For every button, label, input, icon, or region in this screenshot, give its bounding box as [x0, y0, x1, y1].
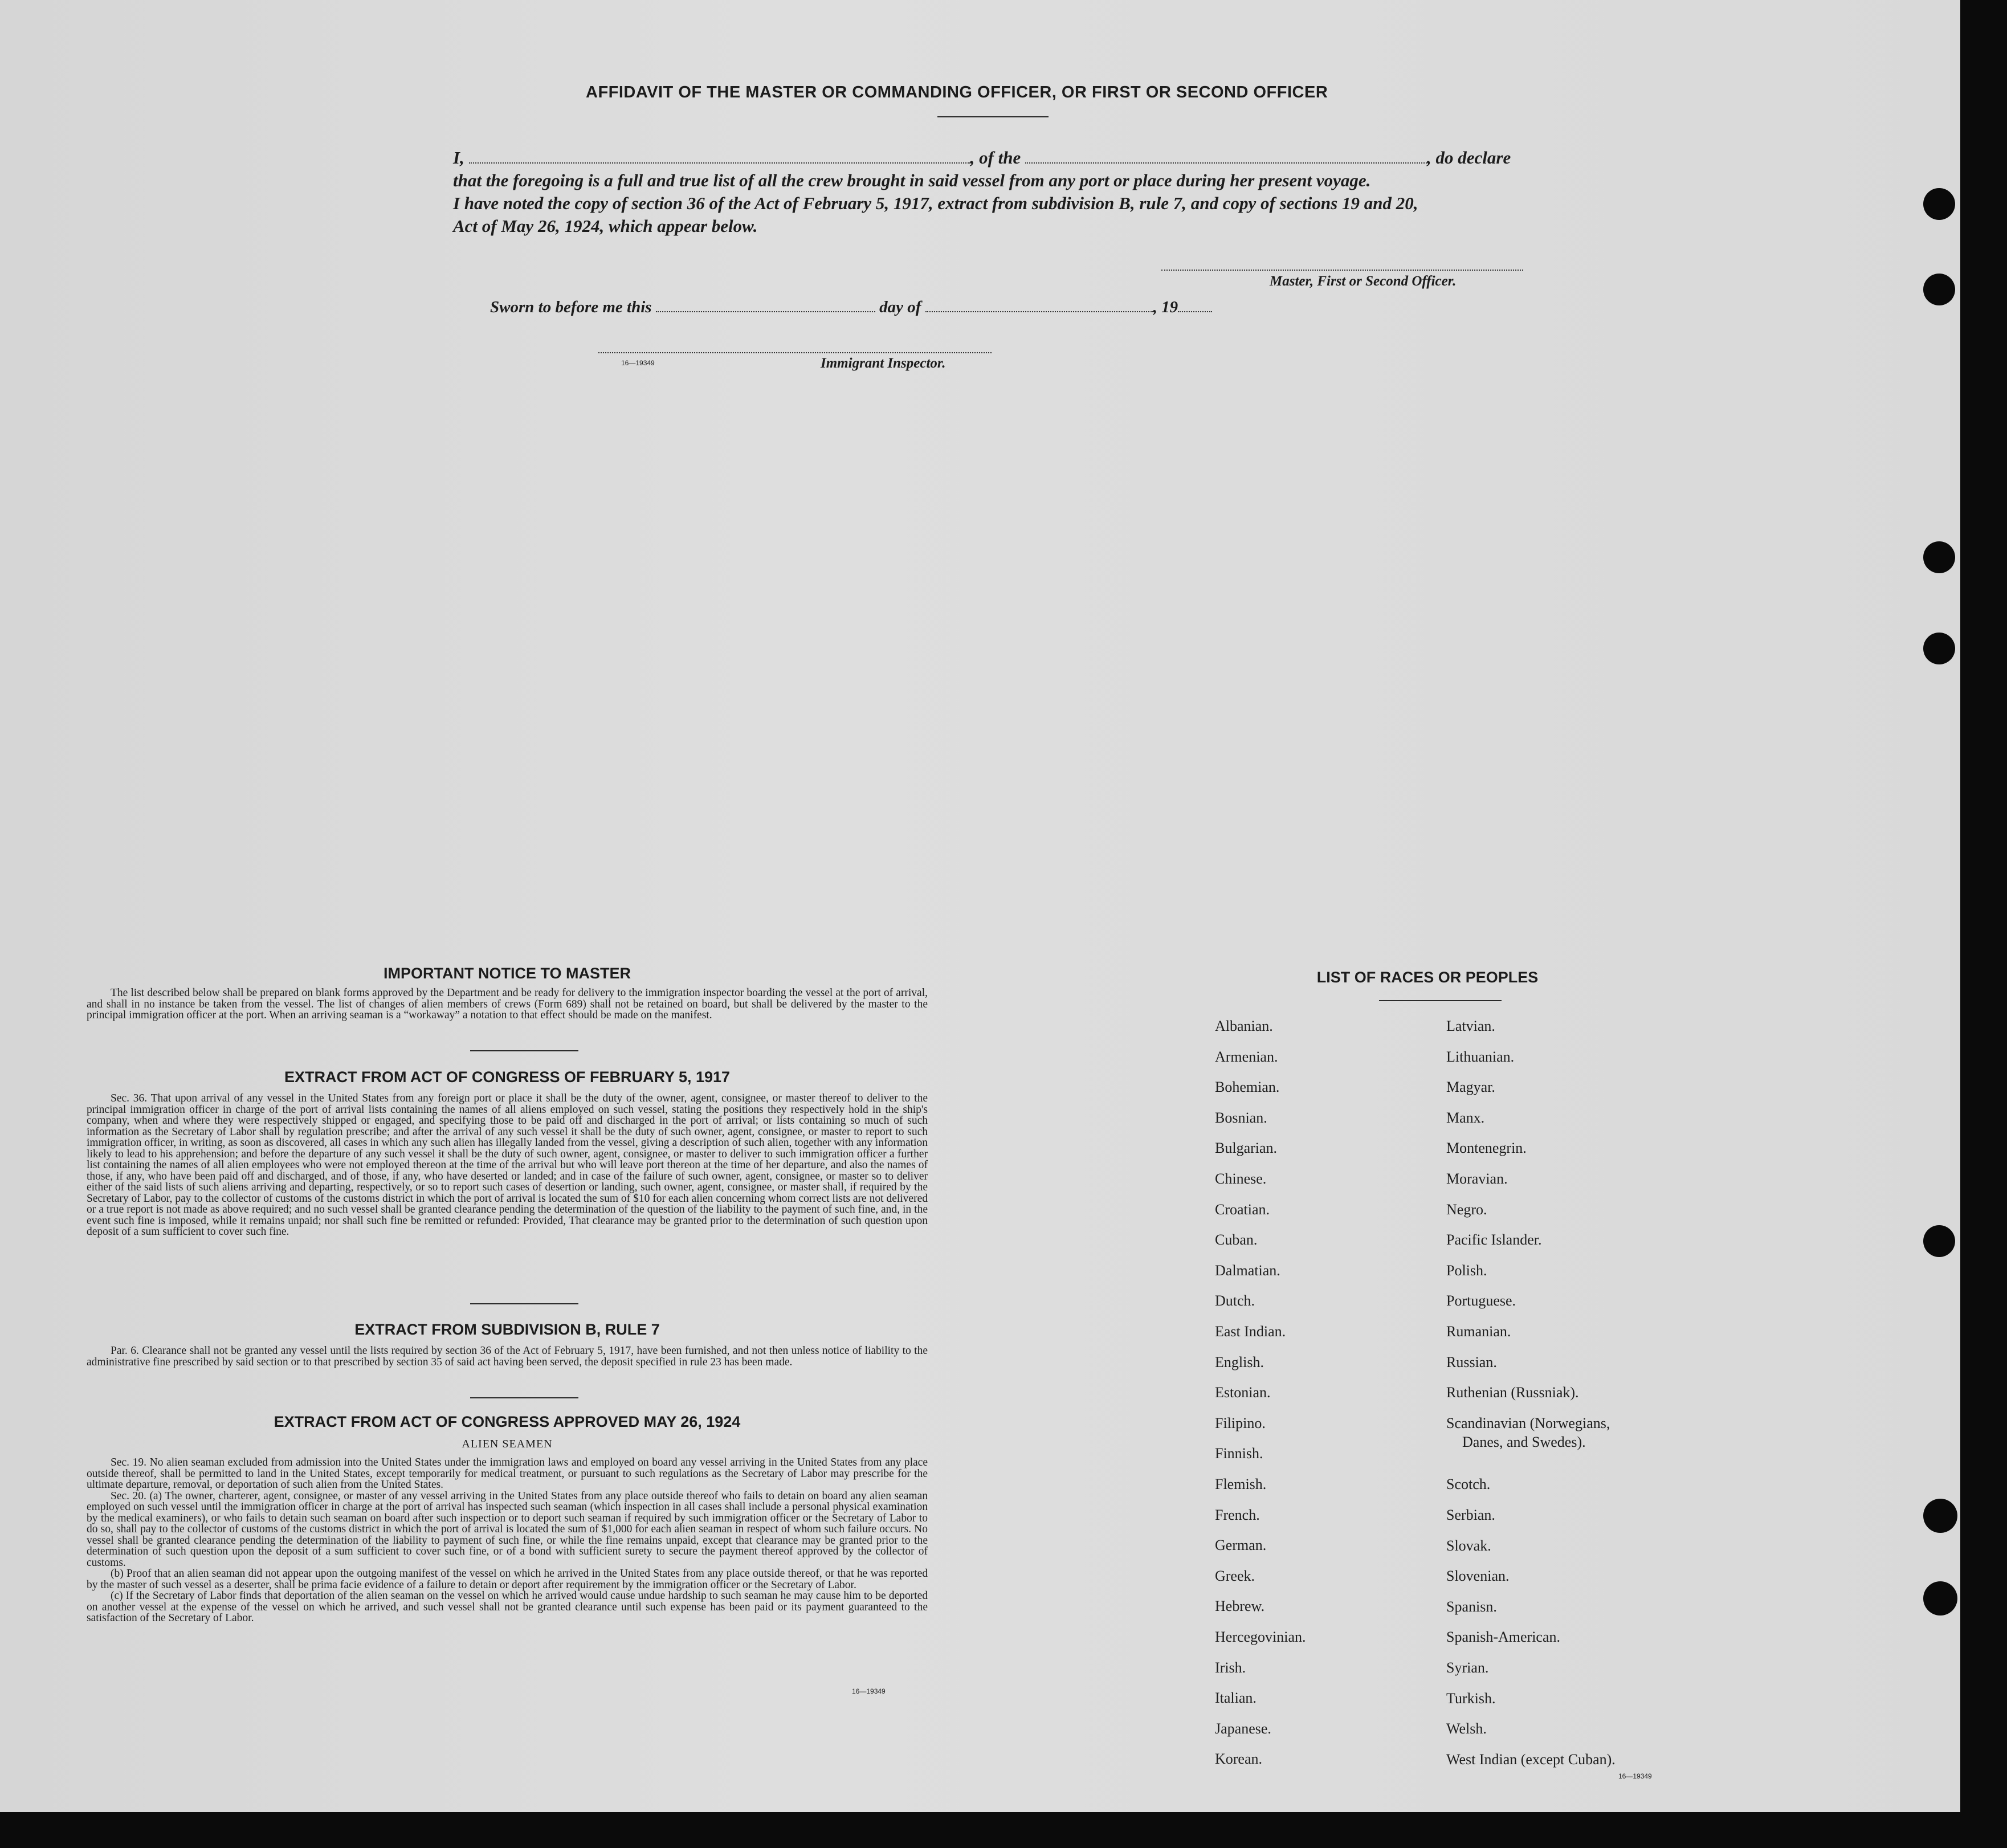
notice-body	[87, 988, 928, 1021]
race-item: Bohemian.	[1215, 1079, 1280, 1096]
extract-1917-body	[87, 1093, 928, 1238]
inspector-signature-blank[interactable]	[598, 352, 992, 353]
binder-hole	[1923, 188, 1955, 220]
race-item: Scandinavian (Norwegians,	[1446, 1414, 1610, 1431]
name-blank[interactable]	[469, 162, 970, 164]
race-item: Serbian.	[1446, 1507, 1495, 1523]
sec20c-text: (c) If the Secretary of Labor finds that deportation of the alien seaman on the vessel on which he arrived would cause undue hardship to such seaman he may cause him to be deported on another vessel at the expense of the vessel on which he arrived, and such vessel shall not be granted clearance until such expense has been paid or its payment guaranteed to the satisfaction of the Secretary of Labor.	[87, 1590, 928, 1624]
race-item: Dalmatian.	[1215, 1262, 1280, 1279]
race-item: Chinese.	[1215, 1170, 1267, 1187]
race-item: Japanese.	[1215, 1720, 1271, 1737]
race-item: Slovenian.	[1446, 1568, 1510, 1585]
races-form-number: 16—19349	[1618, 1772, 1652, 1780]
sworn-year-blank[interactable]	[1178, 311, 1212, 312]
inspector-label: Immigrant Inspector.	[821, 356, 946, 371]
race-item: Hercegovinian.	[1215, 1629, 1306, 1645]
affidavit-line-1	[453, 147, 1511, 169]
race-item: Montenegrin.	[1446, 1140, 1527, 1157]
affidavit-form-number: 16—19349	[621, 359, 655, 367]
races-right-column	[1446, 1018, 1845, 1776]
race-item: Bosnian.	[1215, 1109, 1267, 1126]
master-signature-label: Master, First or Second Officer.	[1270, 274, 1457, 289]
race-item: Spanisn.	[1446, 1598, 1497, 1615]
race-item: Welsh.	[1446, 1720, 1487, 1737]
affidavit-line-2: that the foregoing is a full and true list of all the crew brought in said vessel from any port or place during her present voyage.	[453, 170, 1371, 190]
race-item: Cuban.	[1215, 1231, 1258, 1249]
sec20b-text: (b) Proof that an alien seaman did not appear upon the outgoing manifest of the vessel on which he arrived in the United States from any place outside thereof, or that he was reported by the master of such vessel as a deserter, shall be prima facie evidence of a failure to detain or deport after requirement by the immigration officer or the Secretary of Labor.	[87, 1568, 928, 1591]
race-item: Polish.	[1446, 1262, 1487, 1279]
race-item: Irish.	[1215, 1659, 1246, 1676]
master-signature-blank[interactable]	[1161, 269, 1523, 271]
races-divider	[1379, 1000, 1502, 1001]
extract-form-number: 16—19349	[852, 1687, 886, 1695]
sworn-label: Sworn to before me this	[490, 298, 652, 316]
race-item: Filipino.	[1215, 1414, 1266, 1431]
of-the-label: , of the	[970, 148, 1021, 168]
race-item: Moravian.	[1446, 1170, 1508, 1187]
race-item: English.	[1215, 1353, 1264, 1370]
binder-hole	[1923, 1225, 1955, 1257]
binder-hole	[1923, 633, 1955, 664]
race-item: Armenian.	[1215, 1048, 1278, 1065]
race-item-continuation: Danes, and Swedes).	[1462, 1433, 1586, 1450]
i-label: I,	[453, 148, 464, 168]
divider-1	[470, 1050, 578, 1051]
do-declare-label: , do declare	[1427, 148, 1511, 168]
vessel-blank[interactable]	[1025, 162, 1427, 164]
race-item: Finnish.	[1215, 1445, 1263, 1462]
binder-hole	[1923, 1581, 1957, 1616]
race-item: Magyar.	[1446, 1079, 1495, 1096]
divider-2	[470, 1303, 578, 1304]
subdivision-b-body	[87, 1345, 928, 1368]
subdivision-b-text: Par. 6. Clearance shall not be granted any vessel until the lists required by section 36 of the Act of February 5, 1917, have been furnished, and not then unless notice of liability to the administrative fine prescribed by said section or to that prescribed by section 35 of said act having been served, the deposit specified in rule 23 has been made.	[87, 1345, 928, 1368]
race-item: Estonian.	[1215, 1384, 1271, 1401]
race-item: Korean.	[1215, 1751, 1263, 1768]
sworn-day-blank[interactable]	[656, 311, 875, 312]
sworn-line	[490, 296, 1212, 318]
race-item: French.	[1215, 1506, 1260, 1523]
race-item: East Indian.	[1215, 1323, 1286, 1340]
race-item: German.	[1215, 1537, 1267, 1554]
race-item: Rumanian.	[1446, 1323, 1511, 1340]
race-item: Russian.	[1446, 1353, 1497, 1370]
race-item: Slovak.	[1446, 1537, 1491, 1554]
extract-1917-text: Sec. 36. That upon arrival of any vessel in the United States from any foreign port or place it shall be the duty of the owner, agent, consignee, or master thereof to deliver to the principal immigration officer in charge of the port of arrival lists containing the names of all aliens employed on such vessel, stating the positions they respectively hold in the ship's company, when and where they were respectively shipped or engaged, and specifying those to be paid off and discharged in the port of arrival; or lists containing so much of such information as the Secretary of Labor shall by regulation prescribe; and after the arrival of any such vessel it shall be the duty of such owner, agent, consignee, or master to report to such immigration officer, in writing, as soon as discovered, all cases in which any such alien has illegally landed from the vessel, giving a description of such alien, together with any information likely to lead to his apprehension; and before the departure of any such vessel it shall be the duty of such owner, agent, consignee, or master to deliver to such immigration officer a further list containing the names of all alien employees who were not employed thereon at the time of the arrival but who will leave port thereon at the time of her departure, and also the names of those, if any, who have been paid off and discharged, and of those, if any, who have deserted or landed; and in case of the failure of such owner, agent, consignee, or master so to deliver either of the said lists of such aliens arriving and departing, respectively, or so to report such cases of desertion or landing, such owner, agent, consignee, or master shall, if required by the Secretary of Labor, pay to the collector of customs of the customs district in which the port of arrival is located the sum of $10 for each alien concerning whom correct lists are not delivered or a true report is not made as above required; and no such vessel shall be granted clearance pending the determination of the question of the liability to the payment of such fine, and, in the event such fine is imposed, while it remains unpaid; nor shall such fine be remitted or refunded: Provided, That clearance may be granted prior to the determination of such question upon deposit of a sum sufficient to cover such fine.	[87, 1092, 928, 1238]
race-item: West Indian (except Cuban).	[1446, 1751, 1616, 1768]
races-left-column	[1215, 1018, 1420, 1776]
sworn-month-blank[interactable]	[925, 311, 1153, 312]
race-item: Scotch.	[1446, 1476, 1491, 1493]
race-item: Hebrew.	[1215, 1598, 1265, 1615]
race-item: Manx.	[1446, 1109, 1485, 1126]
extract-1924-title: EXTRACT FROM ACT OF CONGRESS APPROVED MAY 26, 1924	[274, 1413, 741, 1430]
affidavit-title: AFFIDAVIT OF THE MASTER OR COMMANDING OFFICER, OR FIRST OR SECOND OFFICER	[586, 83, 1328, 101]
sec19-text: Sec. 19. No alien seaman excluded from admission into the United States under the immigration laws and employed on board any vessel arriving in the United States from any place outside thereof, shall be permitted to land in the United States, except temporarily for medical treatment, or pursuant to such regulations as the Secretary of Labor may prescribe for the ultimate departure, removal, or deportation of such alien from the United States.	[87, 1457, 928, 1491]
notice-title: IMPORTANT NOTICE TO MASTER	[384, 965, 631, 982]
extract-1917-title: EXTRACT FROM ACT OF CONGRESS OF FEBRUARY 5, 1917	[284, 1068, 731, 1086]
affidavit-line-4: Act of May 26, 1924, which appear below.	[453, 216, 758, 236]
race-item: Syrian.	[1446, 1659, 1489, 1676]
race-item: Ruthenian (Russniak).	[1446, 1384, 1579, 1401]
subdivision-b-title: EXTRACT FROM SUBDIVISION B, RULE 7	[354, 1321, 660, 1338]
race-item: Bulgarian.	[1215, 1140, 1278, 1157]
race-item: Greek.	[1215, 1567, 1255, 1584]
race-item: Albanian.	[1215, 1018, 1273, 1034]
day-of-label: day of	[879, 298, 921, 316]
race-item: Negro.	[1446, 1201, 1487, 1218]
race-item: Lithuanian.	[1446, 1048, 1515, 1065]
race-item: Flemish.	[1215, 1476, 1267, 1492]
race-item: Turkish.	[1446, 1690, 1496, 1707]
year-label: , 19	[1153, 298, 1178, 316]
binder-hole	[1923, 274, 1955, 305]
sec20a-text: Sec. 20. (a) The owner, charterer, agent, consignee, or master of any vessel arriving in the United States from any place outside thereof who fails to detain on board any alien seaman employed on such vessel until the immigration officer in charge at the port of arrival has inspected such seaman (which inspection in all cases shall include a personal physical examination by the medical examiners), or who fails to detain such seaman on board after such inspection or to deport such seaman if required by such immigration officer or the Secretary of Labor to do so, shall pay to the collector of customs of the customs district in which the port of arrival is located the sum of $1,000 for each alien seaman in respect of whom such failure occurs. No vessel shall be granted clearance pending the determination of the liability to payment of such fine, or while the fine remains unpaid, except that clearance may be granted prior to the determination of such question upon the deposit of a sum sufficient to cover such fine, or of a bond with sufficient surety to secure the payment thereof approved by the collector of customs.	[87, 1490, 928, 1569]
race-item: Dutch.	[1215, 1292, 1255, 1309]
title-divider	[937, 116, 1049, 117]
race-item: Latvian.	[1446, 1018, 1495, 1034]
race-item: Italian.	[1215, 1690, 1257, 1707]
race-item: Croatian.	[1215, 1201, 1270, 1218]
race-item: Portuguese.	[1446, 1292, 1516, 1309]
notice-text: The list described below shall be prepared on blank forms approved by the Department and be ready for delivery to the immigration inspector boarding the vessel at the port of arrival, and shall in no instance be taken from the vessel. The list of changes of alien members of crews (Form 689) shall not be retained on board, but shall be delivered by the master to the principal immigration officer at the port. When an arriving seaman is a “workaway” a notation to that effect should be made on the manifest.	[87, 987, 928, 1021]
affidavit-line-3: I have noted the copy of section 36 of the Act of February 5, 1917, extract from subdivision B, rule 7, and copy of sections 19 and 20,	[453, 193, 1418, 213]
divider-3	[470, 1397, 578, 1398]
extract-1924-body	[87, 1457, 928, 1624]
binder-hole	[1923, 541, 1955, 573]
binder-hole	[1923, 1499, 1957, 1533]
races-title: LIST OF RACES OR PEOPLES	[1316, 969, 1539, 986]
race-item: Spanish-American.	[1446, 1629, 1561, 1646]
race-item: Pacific Islander.	[1446, 1231, 1542, 1249]
alien-seamen-subtitle: ALIEN SEAMEN	[462, 1438, 553, 1450]
